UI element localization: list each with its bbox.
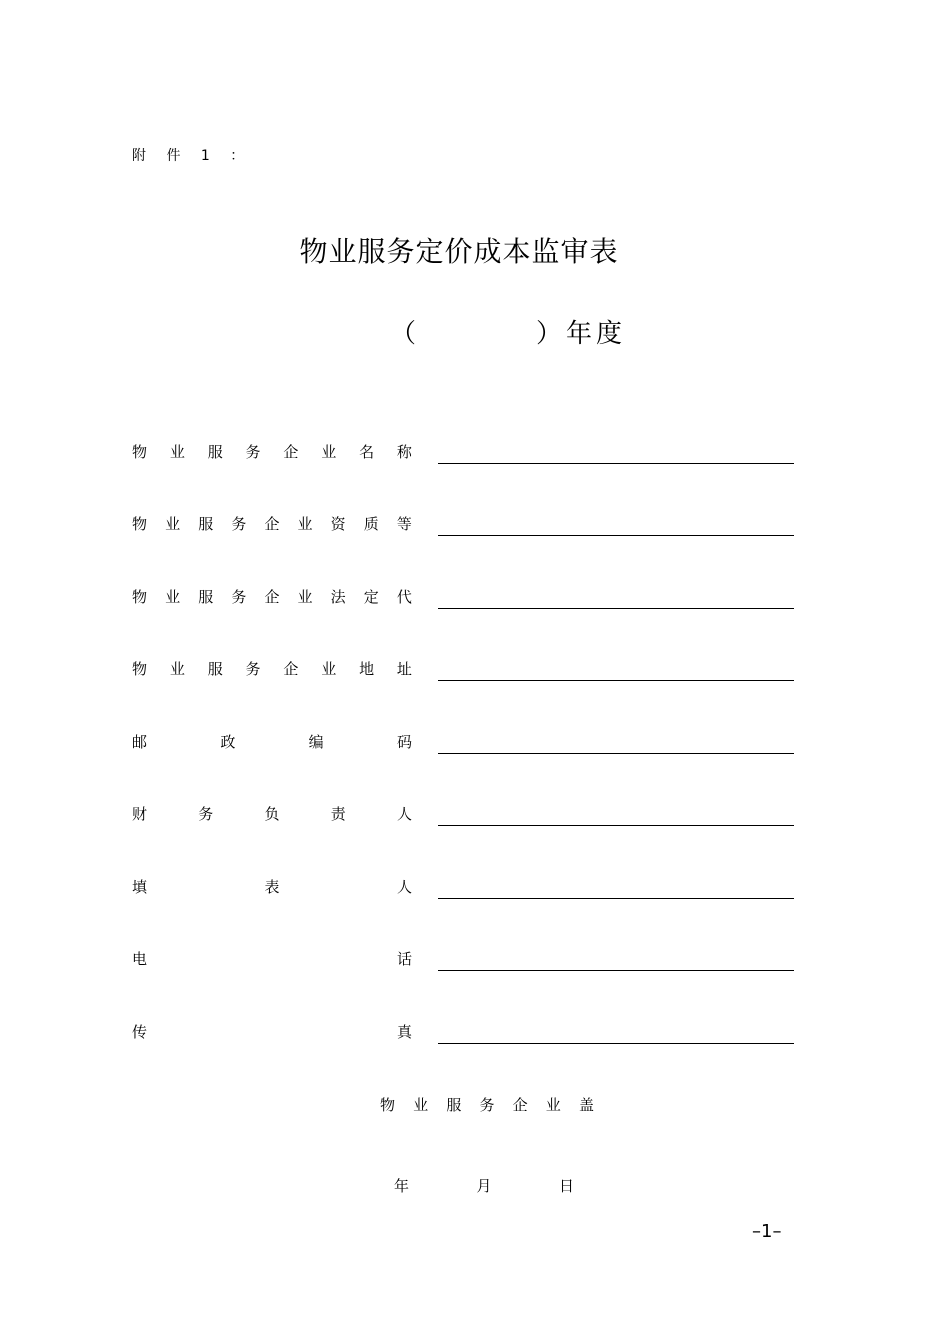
- field-label-char: 编: [308, 733, 324, 751]
- field-label-char: 务: [231, 515, 247, 533]
- field-label-char: 传: [132, 1023, 148, 1041]
- year-open-paren: （: [390, 319, 417, 349]
- field-label-char: 务: [231, 588, 247, 606]
- seal-char: 企: [512, 1096, 528, 1114]
- field-label-char: 人: [396, 878, 412, 896]
- field-input-line[interactable]: [438, 535, 794, 536]
- page-number: –1–: [752, 1221, 782, 1242]
- field-input-line[interactable]: [438, 680, 794, 681]
- form-row: [0, 803, 950, 843]
- seal-char: 服: [446, 1096, 462, 1114]
- field-label-char: 业: [169, 443, 185, 461]
- field-input-line[interactable]: [438, 1043, 794, 1044]
- field-label-char: 政: [220, 733, 236, 751]
- seal-char: 盖: [578, 1096, 594, 1114]
- field-label-char: 话: [396, 950, 412, 968]
- field-label-char: 业: [297, 588, 313, 606]
- field-label-char: 电: [132, 950, 148, 968]
- form-row: [0, 586, 950, 626]
- date-char: 年: [394, 1177, 410, 1195]
- attachment-label: 附 件 1 ：: [132, 148, 253, 164]
- field-label: [132, 586, 412, 607]
- field-label-char: 财: [132, 805, 148, 823]
- field-label-char: 业: [321, 443, 337, 461]
- field-input-line[interactable]: [438, 753, 794, 754]
- field-label-char: 法: [330, 588, 346, 606]
- field-label-char: 业: [169, 660, 185, 678]
- field-label: [132, 731, 412, 752]
- page-title: 物业服务定价成本监审表: [299, 235, 619, 268]
- field-label-char: 定: [363, 588, 379, 606]
- date-char: 日: [558, 1177, 574, 1195]
- field-label-char: 邮: [132, 733, 148, 751]
- field-label-char: 物: [132, 443, 148, 461]
- form-row: [0, 948, 950, 988]
- field-label-char: 址: [396, 660, 412, 678]
- field-label: [132, 948, 412, 969]
- field-label-char: 企: [264, 588, 280, 606]
- seal-char: 业: [413, 1096, 429, 1114]
- company-seal-label: [380, 1094, 594, 1115]
- field-label-char: 代: [396, 588, 412, 606]
- field-label-char: 地: [359, 660, 375, 678]
- field-label-char: 务: [245, 660, 261, 678]
- field-label-char: 称: [396, 443, 412, 461]
- field-label-char: 名: [359, 443, 375, 461]
- date-label: [394, 1175, 574, 1196]
- field-label-char: 表: [264, 878, 280, 896]
- field-label: [132, 803, 412, 824]
- field-label-char: 服: [198, 515, 214, 533]
- field-label-char: 服: [198, 588, 214, 606]
- field-label-char: 企: [283, 443, 299, 461]
- field-label-char: 填: [132, 878, 148, 896]
- field-label-char: 业: [165, 515, 181, 533]
- field-label: [132, 1021, 412, 1042]
- field-label-char: 服: [207, 443, 223, 461]
- field-input-line[interactable]: [438, 970, 794, 971]
- field-input-line[interactable]: [438, 463, 794, 464]
- field-label-char: 业: [165, 588, 181, 606]
- form-row: [0, 731, 950, 771]
- date-char: 月: [476, 1177, 492, 1195]
- form-row: [0, 513, 950, 553]
- form-row: [0, 441, 950, 481]
- seal-char: 物: [380, 1096, 396, 1114]
- field-label: [132, 658, 412, 679]
- field-label-char: 人: [396, 805, 412, 823]
- field-label-char: 业: [321, 660, 337, 678]
- field-label-char: 资: [330, 515, 346, 533]
- field-input-line[interactable]: [438, 825, 794, 826]
- field-label-char: 服: [207, 660, 223, 678]
- field-label-char: 务: [245, 443, 261, 461]
- field-label-char: 质: [363, 515, 379, 533]
- seal-char: 务: [479, 1096, 495, 1114]
- field-label: [132, 441, 412, 462]
- field-label-char: 物: [132, 588, 148, 606]
- field-label-char: 负: [264, 805, 280, 823]
- field-label: [132, 513, 412, 534]
- field-label-char: 码: [396, 733, 412, 751]
- field-label-char: 责: [330, 805, 346, 823]
- year-label: ）年度: [536, 319, 627, 349]
- field-label: [132, 876, 412, 897]
- field-label-char: 企: [264, 515, 280, 533]
- field-input-line[interactable]: [438, 898, 794, 899]
- field-label-char: 真: [396, 1023, 412, 1041]
- field-label-char: 务: [198, 805, 214, 823]
- field-label-char: 业: [297, 515, 313, 533]
- field-label-char: 物: [132, 515, 148, 533]
- field-label-char: 等: [396, 515, 412, 533]
- field-label-char: 企: [283, 660, 299, 678]
- form-row: [0, 876, 950, 916]
- field-label-char: 物: [132, 660, 148, 678]
- form-row: [0, 658, 950, 698]
- field-input-line[interactable]: [438, 608, 794, 609]
- form-row: [0, 1021, 950, 1061]
- seal-char: 业: [545, 1096, 561, 1114]
